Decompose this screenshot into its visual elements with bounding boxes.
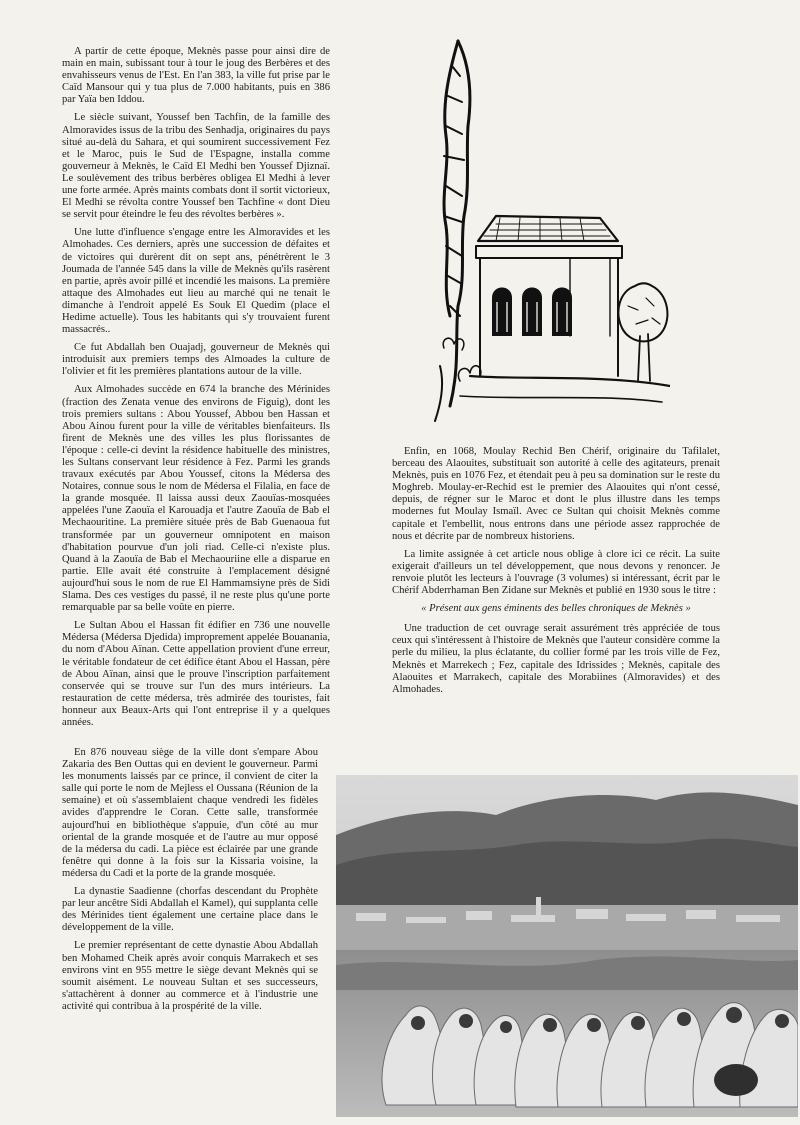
- paragraph: Enfin, en 1068, Moulay Rechid Ben Chérif, originaire du Tafilalet, berceau des Alaouites, substituait son autorité à celle des agitateurs, prenait Meknès, puis en 1076 Fez, et étendait peu à peu sa domination sur le reste du Moghreb. Moulay-er-Rechid est le premier des Alaouites qui n'ont cessé, depuis, de régner sur le Maroc et dont le plus illustre dans les temps modernes fut Moulay Ismaïl. Avec ce Sultan qui choisit Meknès comme capitale et l'embellit, nous entrons dans une période assez rapprochée de nous et décrite par de nombreux historiens.: [392, 446, 720, 542]
- right-column: [392, 446, 720, 702]
- paragraph: Le Sultan Abou el Hassan fit édifier en 736 une nouvelle Médersa (Médersa Djedida) improprement appelée Bouanania, du nom d'Abou Aïnan. Cette appellation provient d'une erreur, le véritable fondateur de cet édifice étant Abou el Hassan, père de Abou Aïnan, ainsi que le prouve l'inscription parfaitement conservée qui se trouve sur l'un des murs intérieurs. La restauration de cette médersa, très admirée des touristes, fait honneur aux Beaux-Arts qui l'ont entreprise il y a quelques années.: [62, 620, 330, 728]
- book-title-quote: « Présent aux gens éminents des belles chroniques de Meknès »: [421, 603, 691, 615]
- paragraph: En 876 nouveau siège de la ville dont s'empare Abou Zakaria des Ben Outtas qui en devient le gouverneur. Parmi les monuments laissés par ce prince, il convient de citer la salle qui porte le nom de Mejless el Oussana (Réunion de la semaine) et où s'assemblaient chaque vendredi les fidèles avides d'apprendre le Coran. Cette salle, transformée aujourd'hui en bibliothèque s'appuie, d'un côté au mur oriental de la grande mosquée et de l'autre au mur opposé de la médersa du cadi. La pièce est éclairée par une grande fenêtre qui donne à la fois sur la Kissaria voisine, la médersa du Cadi et la porte de la grande mosquée.: [62, 747, 318, 879]
- paragraph: Ce fut Abdallah ben Ouajadj, gouverneur de Meknès qui introduisit aux premiers temps des Almoades la culture de l'olivier et fit les premières plantations autour de la ville.: [62, 342, 330, 378]
- paragraph: A partir de cette époque, Meknès passe pour ainsi dire de main en main, subissant tour à tour le joug des Berbères et des envahisseurs venus de l'Est. En l'an 383, la ville fut prise par le Caïd Mansour qui y tua plus de 7.000 habitants, puis en 386 par Yaïa ben Iddou.: [62, 46, 330, 106]
- paragraph: La limite assignée à cet article nous oblige à clore ici ce récit. La suite exigerait d'ailleurs un tel développement, que nous devons y renoncer. Je renvoie plutôt les lecteurs à l'ouvrage (3 volumes) si intéressant, écrit par le Chérif Abderrhaman Ben Zidane sur Meknès et publié en 1930 sous le titre :: [392, 548, 720, 597]
- meknes-photograph: [336, 775, 798, 1117]
- paragraph: Une traduction de cet ouvrage serait assurément très appréciée de tous ceux qui s'intéressent à l'histoire de Meknès que l'auteur considère comme la perle du milieu, la plus éclatante, du collier formé par les trois ville de Fez, Meknès et Marrekech ; Fez, capitale des Idrissides ; Meknès, capitale des Alaouites et Marrakech, capitale des Morabiines (Almoravides) et des Almohades.: [392, 623, 720, 695]
- pavilion-drawing: [400, 36, 670, 426]
- paragraph: Le premier représentant de cette dynastie Abou Abdallah ben Mohamed Cheik après avoir conquis Marrakech et ses environs vint en 955 mettre le siège devant Meknès qui se soumit aisément. Le nouveau Sultan et ses successeurs, s'attachèrent à donner au commerce et à l'industrie une activité qui contribua à la prospérité de la ville.: [62, 940, 318, 1012]
- paragraph: La dynastie Saadienne (chorfas descendant du Prophète par leur ancêtre Sidi Abdallah el Kamel), qui supplanta celle des Mérinides tient également une certaine place dans le développement de la ville.: [62, 886, 318, 934]
- paragraph: Le siècle suivant, Youssef ben Tachfin, de la famille des Almoravides issus de la tribu des Senhadja, originaires du pays situé au-delà du Sahara, et qui soumirent successivement Fez et le Maroc, puis le Sud de l'Espagne, installa comme gouverneur à Meknès, le Caïd El Medhi ben Youssef Djiznaï. Le soulèvement des tribus berbères obligea El Medhi à lever une forte armée. Après maints combats dont il sortit victorieux, El Medhi se révolta contre Youssef ben Tachfine « dont Dieu se servit pour éteindre le feu des révoltes berbères ».: [62, 112, 331, 221]
- left-column-bottom: [62, 747, 318, 1019]
- left-column-top: [62, 46, 330, 735]
- paragraph: Une lutte d'influence s'engage entre les Almoravides et les Almohades. Ces derniers, après une succession de défaites et de victoires qui durèrent dit on sept ans, pénétrèrent le 3 Joumada de l'année 545 dans la ville de Meknès qu'ils rasèrent en partie, après avoir pillé et incendié les maisons. La première attaque des Almohades eut lieu au marché qui ne tenait le dimanche à l'endroit appelé Es Souk El Quedim (place el Hedime actuelle). Tous les habitants qui s'y trouvaient furent massacrés..: [62, 227, 330, 336]
- paragraph: Aux Almohades succède en 674 la branche des Mérinides (fraction des Zenata venue des environs de Figuig), dont les trois premiers sultans : Abou Youssef, Abbou ben Hassan et Abou Ainou furent pour la ville de véritables bienfaiteurs. Ils firent de Meknès une des villes les plus florissantes de l'époque : celle-ci devint la résidence habituelle des ministres, les Sultans conservant leur résidence à Fez. Parmi les grands travaux exécutés par Abou Youssef, citons la Médersa des Notaires, connue sous le nom de Médersa el Filalia, en face de la grande mosquée. Il laissa aussi deux Zaouïas-mosquées appelées l'une Zaouïa el Karouadja et l'autre Zaouïa de Bab el Mechaouritine. La première située près de Bab Guenaoua fut transformée par un gouverneur omnipotent en maison d'habitation pourvue d'un joli riad. Celle-ci n'existe plus. Quand à la Zaouïa de Bab el Mechaouriine elle a disparue en partie. Elle avait été construite à l'emplacement désigné aujourd'hui sous le nom de rue El Hammamsiyne près de Sidi Slama. Des ces vestiges du passé, il ne reste plus qu'une porte remarquable par sa belle voûte en pierre.: [62, 384, 330, 614]
